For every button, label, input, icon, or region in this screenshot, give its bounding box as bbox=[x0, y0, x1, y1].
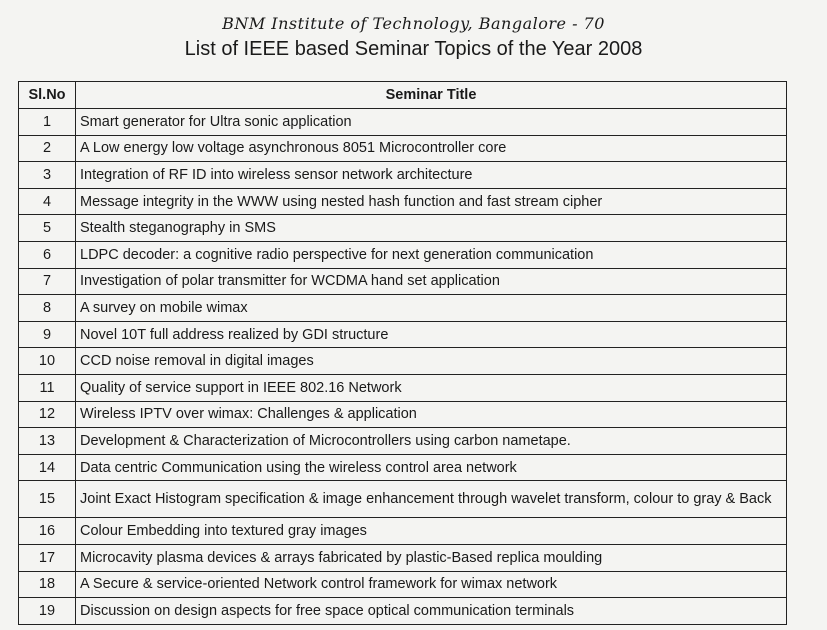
table-row bbox=[19, 188, 787, 215]
seminar-title: Wireless IPTV over wimax: Challenges & application bbox=[76, 401, 787, 428]
table-row bbox=[19, 454, 787, 481]
row-number: 9 bbox=[19, 321, 76, 348]
seminar-title: A survey on mobile wimax bbox=[76, 295, 787, 322]
row-number: 15 bbox=[19, 481, 76, 518]
table-body bbox=[19, 109, 787, 625]
table-row bbox=[19, 518, 787, 545]
table-row bbox=[19, 348, 787, 375]
table-row bbox=[19, 135, 787, 162]
row-number: 17 bbox=[19, 544, 76, 571]
table-row bbox=[19, 109, 787, 136]
table-row bbox=[19, 598, 787, 625]
row-number: 5 bbox=[19, 215, 76, 242]
table-row bbox=[19, 481, 787, 518]
row-number: 1 bbox=[19, 109, 76, 136]
row-number: 14 bbox=[19, 454, 76, 481]
row-number: 2 bbox=[19, 135, 76, 162]
seminar-title: Data centric Communication using the wireless control area network bbox=[76, 454, 787, 481]
row-number: 6 bbox=[19, 241, 76, 268]
table-row bbox=[19, 241, 787, 268]
seminar-title: A Low energy low voltage asynchronous 8051 Microcontroller core bbox=[76, 135, 787, 162]
row-number: 13 bbox=[19, 428, 76, 455]
table-row bbox=[19, 374, 787, 401]
seminar-title: A Secure & service-oriented Network control framework for wimax network bbox=[76, 571, 787, 598]
row-number: 3 bbox=[19, 162, 76, 189]
seminar-title: Message integrity in the WWW using nested hash function and fast stream cipher bbox=[76, 188, 787, 215]
row-number: 19 bbox=[19, 598, 76, 625]
seminar-title: Discussion on design aspects for free space optical communication terminals bbox=[76, 598, 787, 625]
row-number: 18 bbox=[19, 571, 76, 598]
document-title: List of IEEE based Seminar Topics of the Year 2008 bbox=[184, 38, 643, 60]
row-number: 10 bbox=[19, 348, 76, 375]
seminar-title: Development & Characterization of Microcontrollers using carbon nametape. bbox=[76, 428, 787, 455]
seminar-title: CCD noise removal in digital images bbox=[76, 348, 787, 375]
column-header-title: Seminar Title bbox=[76, 82, 787, 109]
row-number: 4 bbox=[19, 188, 76, 215]
table-header-row bbox=[19, 82, 787, 109]
table-row bbox=[19, 162, 787, 189]
seminar-title: LDPC decoder: a cognitive radio perspective for next generation communication bbox=[76, 241, 787, 268]
seminar-title: Smart generator for Ultra sonic application bbox=[76, 109, 787, 136]
institute-name: BNM Institute of Technology, Bangalore - 70 bbox=[222, 14, 605, 33]
seminar-table bbox=[18, 81, 787, 625]
row-number: 8 bbox=[19, 295, 76, 322]
table-row bbox=[19, 401, 787, 428]
row-number: 7 bbox=[19, 268, 76, 295]
row-number: 12 bbox=[19, 401, 76, 428]
seminar-title: Investigation of polar transmitter for WCDMA hand set application bbox=[76, 268, 787, 295]
seminar-title: Novel 10T full address realized by GDI structure bbox=[76, 321, 787, 348]
seminar-title: Integration of RF ID into wireless sensor network architecture bbox=[76, 162, 787, 189]
row-number: 11 bbox=[19, 374, 76, 401]
table-row bbox=[19, 544, 787, 571]
seminar-title: Quality of service support in IEEE 802.16 Network bbox=[76, 374, 787, 401]
seminar-title: Colour Embedding into textured gray images bbox=[76, 518, 787, 545]
seminar-title: Microcavity plasma devices & arrays fabricated by plastic-Based replica moulding bbox=[76, 544, 787, 571]
table-row bbox=[19, 321, 787, 348]
row-number: 16 bbox=[19, 518, 76, 545]
table-row bbox=[19, 215, 787, 242]
column-header-slno: Sl.No bbox=[19, 82, 76, 109]
table-row bbox=[19, 571, 787, 598]
seminar-title: Stealth steganography in SMS bbox=[76, 215, 787, 242]
seminar-title: Joint Exact Histogram specification & image enhancement through wavelet transform, colour to gray & Back bbox=[76, 481, 787, 518]
table-row bbox=[19, 295, 787, 322]
table-row bbox=[19, 268, 787, 295]
table-row bbox=[19, 428, 787, 455]
